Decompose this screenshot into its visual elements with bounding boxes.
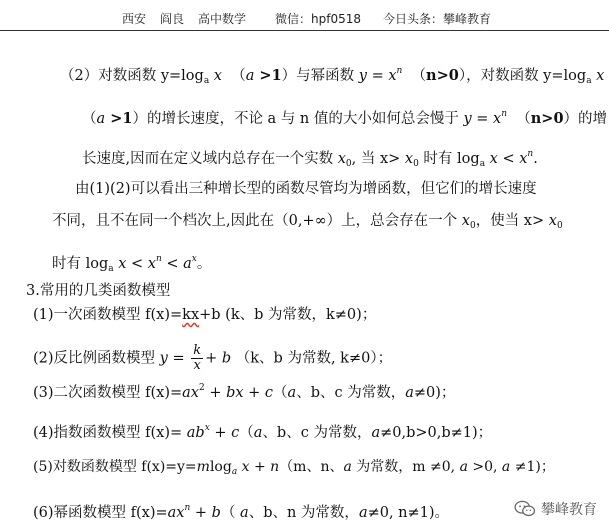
page-header [0,0,609,31]
watermark-text: 攀峰教育 [541,502,597,518]
model-quadratic: (3)二次函数模型 $f(x)=ax^2$ + bx + c（a、b、c 为常数，a≠0)； [33,383,456,401]
para2-line1: （2）对数函数 $y=\log_a$ x （a >1）与幂函数 $y = x^n$ （n>0），对数函数 $y=\log_a$ x [60,66,605,86]
wechat-icon [514,500,536,518]
fraction-k-over-x: $\frac{k}{x}$ [193,343,202,373]
summary-line1: 由(1)(2)可以看出三种增长型的函数尽管均为增函数，但它们的增长速度 [75,181,537,197]
model-logarithmic: (5)对数函数模型 f(x)=y=mlog$_a$ x + n（m、n、a 为常数，m ≠0, a >0, a ≠1)； [33,459,555,477]
para2-line2: （a >1）的增长速度，不论 a 与 n 值的大小如何总会慢于 $y = x^n$ （n>0）的增 [82,109,608,127]
para2-line3: 长速度,因而在定义域内总存在一个实数 $x_0$, 当 $x> x_0$ 时有 $\log_a x < x^n$. [82,149,538,169]
header-subject: 高中数学 [198,12,247,26]
header-toutiao: 今日头条：攀峰教育 [383,12,492,26]
header-location: 西安 [122,12,147,26]
summary-line2: 不同，且不在同一个档次上,因此在（0,+∞）上，总会存在一个 $x_0$，使当 $x> x_0$ [52,213,563,231]
watermark [514,499,597,519]
summary-line3: 时有 $\log_a x < x^n < a^x$。 [52,254,212,274]
model-exponential: (4)指数函数模型 $f(x)= ab^x + c(a$、b、c 为常数，a≠0,b>0,b≠1)； [33,423,493,441]
header-wechat: 微信：hpf0518 [275,12,361,26]
section3-title: 3.常用的几类函数模型 [26,283,171,299]
model-linear: (1)一次函数模型 f(x)=kx+b (k、b 为常数，k≠0)； [33,307,377,323]
model-inverse: (2)反比例函数模型 y = $\frac{k}{x}$ + b （k、b 为常数, k≠0）； [33,343,393,373]
model-power: (6)幂函数模型 $f(x)=ax^n + b$（ a、b、n 为常数，a≠0, n≠1)。 [33,503,450,521]
header-author: 阎良 [160,12,185,26]
